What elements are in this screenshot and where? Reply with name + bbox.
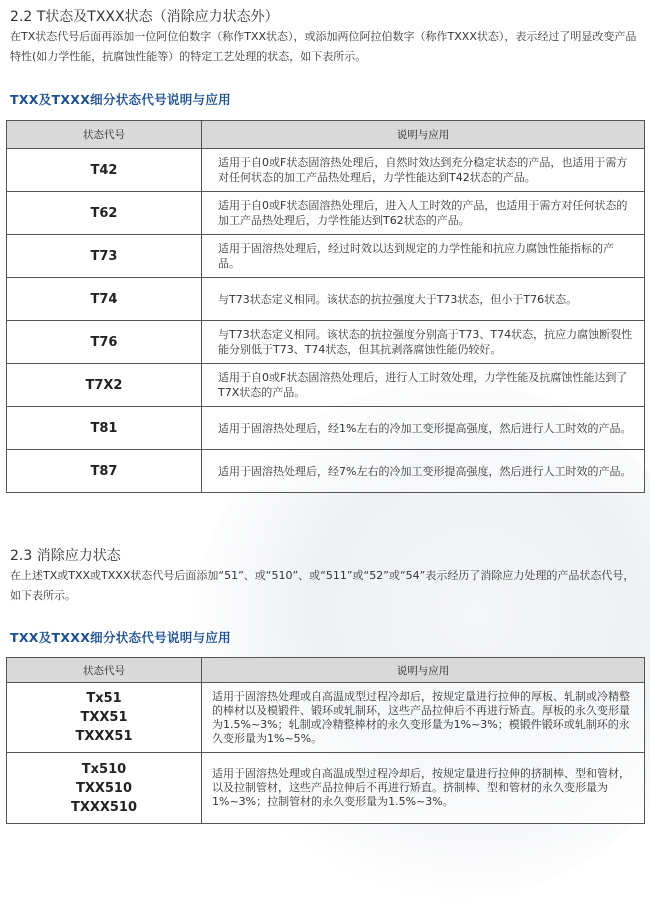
table-row [7, 321, 645, 364]
table-row [7, 149, 645, 192]
status-code: T76 [7, 321, 202, 364]
status-code: T7X2 [7, 364, 202, 407]
table-row [7, 753, 645, 824]
status-description: 适用于固溶热处理后，经7%左右的冷加工变形提高强度，然后进行人工时效的产品。 [202, 450, 645, 493]
status-description: 适用于固溶热处理后，经1%左右的冷加工变形提高强度，然后进行人工时效的产品。 [202, 407, 645, 450]
status-description: 与T73状态定义相同。该状态的抗拉强度大于T73状态，但小于T76状态。 [202, 278, 645, 321]
column-header-code: 状态代号 [7, 658, 202, 683]
status-code: T74 [7, 278, 202, 321]
status-description: 与T73状态定义相同。该状态的抗拉强度分别高于T73、T74状态，抗应力腐蚀断裂性能分别低于T73、T74状态，但其抗剥落腐蚀性能仍较好。 [202, 321, 645, 364]
status-description: 适用于自0或F状态固溶热处理后，进行人工时效处理，力学性能及抗腐蚀性能达到了T7X状态的产品。 [202, 364, 645, 407]
table-heading: TXX及TXXX细分状态代号说明与应用 [10, 630, 231, 645]
column-header-desc: 说明与应用 [202, 658, 645, 683]
table-row [7, 278, 645, 321]
table-header-row [7, 121, 645, 149]
table-row [7, 235, 645, 278]
stress-relief-table [6, 657, 645, 824]
table-row [7, 683, 645, 753]
table-row [7, 407, 645, 450]
status-description: 适用于固溶热处理后，经过时效以达到规定的力学性能和抗应力腐蚀性能指标的产品。 [202, 235, 645, 278]
status-description: 适用于固溶热处理或自高温成型过程冷却后，按规定量进行拉伸的厚板、轧制或冷精整的棒材以及模锻件、锻环或轧制环，这些产品拉伸后不再进行矫直。厚板的永久变形量为1.5%~3%；轧制或冷精整棒材的永久变形量为1%~3%；模锻件锻环或轧制环的永久变形量为1%~5%。 [202, 683, 645, 753]
status-code: TXX51 [80, 710, 128, 725]
table-header-row [7, 658, 645, 683]
status-code: T87 [7, 450, 202, 493]
status-code-table [6, 120, 645, 493]
section-title: 2.3 消除应力状态 [10, 548, 121, 564]
status-description: 适用于自0或F状态固溶热处理后，自然时效达到充分稳定状态的产品，也适用于需方对任何状态的加工产品热处理后，力学性能达到T42状态的产品。 [202, 149, 645, 192]
status-code: TXXX51 [75, 729, 133, 744]
column-header-code: 状态代号 [7, 121, 202, 149]
status-code: T73 [7, 235, 202, 278]
status-code: T81 [7, 407, 202, 450]
table-heading: TXX及TXXX细分状态代号说明与应用 [10, 92, 231, 107]
status-code: T42 [7, 149, 202, 192]
status-description: 适用于自0或F状态固溶热处理后，进入人工时效的产品，也适用于需方对任何状态的加工产品热处理后，力学性能达到T62状态的产品。 [202, 192, 645, 235]
table-row [7, 364, 645, 407]
status-description: 适用于固溶热处理或自高温成型过程冷却后，按规定量进行拉伸的挤制棒、型和管材，以及拉制管材，这些产品拉伸后不再进行矫直。挤制棒、型和管材的永久变形量为1%~3%；拉制管材的永久变形量为1.5%~3%。 [202, 753, 645, 824]
status-code: Tx51 [86, 691, 122, 706]
table-row [7, 192, 645, 235]
column-header-desc: 说明与应用 [202, 121, 645, 149]
status-code-group [7, 753, 202, 824]
status-code: TXX510 [75, 780, 133, 796]
table-row [7, 450, 645, 493]
status-code-group [7, 683, 202, 753]
section-intro: 在TX状态代号后面再添加一位阿位伯数字（称作TXX状态），或添加两位阿拉伯数字（称作TXXX状态），表示经过了明显改变产品特性(如力学性能，抗腐蚀性能等）的特定工艺处理的状态，如下表所示。 [10, 30, 637, 63]
status-code: Tx510 [81, 761, 127, 777]
status-code: TXXX510 [70, 799, 138, 815]
section-title: 2.2 T状态及TXXX状态（消除应力状态外） [10, 9, 279, 25]
status-code: T62 [7, 192, 202, 235]
section-intro: 在上述TX或TXX或TXXX状态代号后面添加“51”、或“510”、或“511”或“52”或“54”表示经历了消除应力处理的产品状态代号，如下表所示。 [10, 569, 635, 602]
